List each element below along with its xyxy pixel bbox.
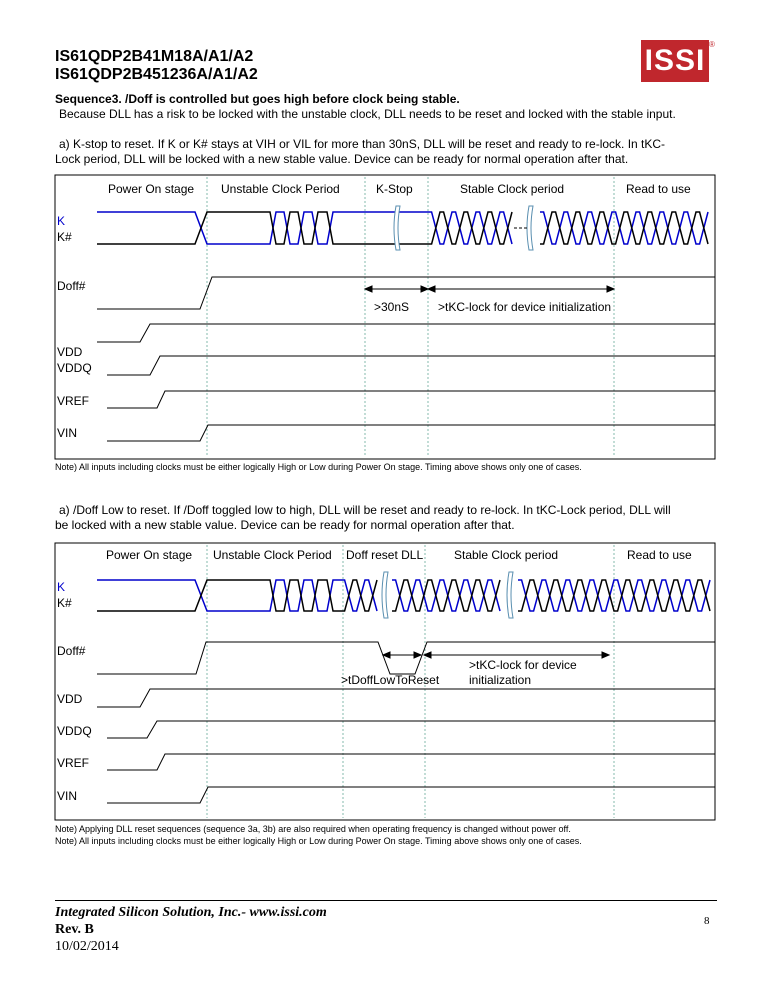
signal-label-k: K	[57, 214, 66, 228]
stage-label: Power On stage	[108, 182, 195, 196]
annotation-tkc-lock-2: initialization	[469, 673, 532, 687]
break-mark	[527, 206, 533, 250]
footer-company: Integrated Silicon Solution, Inc.- www.issi.com	[55, 905, 327, 920]
part-a-desc-line2: Lock period, DLL will be locked with a new stable value. Device can be ready for normal operation after that.	[55, 152, 629, 166]
stage-label: Doff reset DLL	[346, 548, 424, 562]
footer-date: 10/02/2014	[55, 939, 119, 954]
signal-label-vddq: VDDQ	[57, 361, 92, 375]
power-traces-b	[97, 689, 715, 803]
part-b-note-1: Note) Applying DLL reset sequences (sequence 3a, 3b) are also required when operating frequency is changed without power off.	[55, 824, 571, 834]
annotation-tdoff: >tDoffLowToReset	[341, 673, 440, 687]
signal-label-kb: K#	[57, 596, 72, 610]
stage-label: Power On stage	[106, 548, 193, 562]
signal-label-vin: VIN	[57, 426, 78, 440]
signal-label-doff: Doff#	[57, 644, 86, 658]
signal-label-vdd: VDD	[57, 692, 83, 706]
annotation-30ns: >30nS	[374, 300, 410, 314]
signal-label-doff: Doff#	[57, 279, 86, 293]
stage-label: Read to use	[626, 182, 691, 196]
break-mark	[507, 572, 513, 618]
signal-label-vin: VIN	[57, 789, 78, 803]
signal-label-kb: K#	[57, 230, 72, 244]
part-a-desc-line1: a) K-stop to reset. If K or K# stays at VIH or VIL for more than 30nS, DLL will be reset and ready to re-lock. In tKC-	[59, 137, 666, 151]
break-mark	[394, 206, 400, 250]
clock-traces-b	[97, 580, 710, 611]
stage-label: Unstable Clock Period	[221, 182, 340, 196]
page-number: 8	[704, 915, 710, 927]
signal-label-vddq: VDDQ	[57, 724, 92, 738]
stage-label: Unstable Clock Period	[213, 548, 332, 562]
part-a-note: Note) All inputs including clocks must be either logically High or Low during Power On stage. Timing above shows only one of cases.	[55, 462, 582, 472]
part-b-note-2: Note) All inputs including clocks must be either logically High or Low during Power On stage. Timing above shows only one of cases.	[55, 836, 582, 846]
power-traces-a	[97, 324, 715, 441]
timing-diagram-a	[0, 170, 772, 470]
section-intro: Because DLL has a risk to be locked with the unstable clock, DLL needs to be reset and locked with the stable input.	[59, 107, 676, 121]
stage-label: Read to use	[627, 548, 692, 562]
doc-title-line2: IS61QDP2B451236A/A1/A2	[55, 66, 258, 83]
part-b-desc-line1: a) /Doff Low to reset. If /Doff toggled low to high, DLL will be reset and ready to re-lock. In tKC-Lock period, DLL will	[59, 503, 671, 517]
registered-mark: ®	[709, 40, 715, 49]
signal-label-vref: VREF	[57, 394, 90, 408]
timing-arrows-a	[365, 286, 614, 292]
signal-label-vref: VREF	[57, 756, 90, 770]
signal-label-k: K	[57, 580, 66, 594]
clock-stable-a	[428, 212, 708, 244]
break-mark	[382, 572, 388, 618]
section-heading: Sequence3. /Doff is controlled but goes high before clock being stable.	[55, 92, 460, 106]
stage-label: K-Stop	[376, 182, 413, 196]
doc-title-line1: IS61QDP2B41M18A/A1/A2	[55, 48, 254, 65]
doff-trace-b	[97, 642, 715, 674]
footer-rule	[55, 900, 717, 901]
annotation-tkc-lock: >tKC-lock for device initialization	[438, 300, 612, 314]
clock-traces-a	[97, 212, 708, 244]
part-b-desc-line2: be locked with a new stable value. Device can be ready for normal operation after that.	[55, 518, 515, 532]
issi-logo: ISSI	[641, 40, 709, 82]
annotation-tkc-lock-1: >tKC-lock for device	[469, 658, 577, 672]
footer-rev: Rev. B	[55, 922, 94, 937]
stage-dividers-a	[207, 177, 614, 457]
timing-diagram-b	[0, 538, 772, 828]
stage-label: Stable Clock period	[454, 548, 559, 562]
signal-label-vdd: VDD	[57, 345, 83, 359]
stage-label: Stable Clock period	[460, 182, 565, 196]
